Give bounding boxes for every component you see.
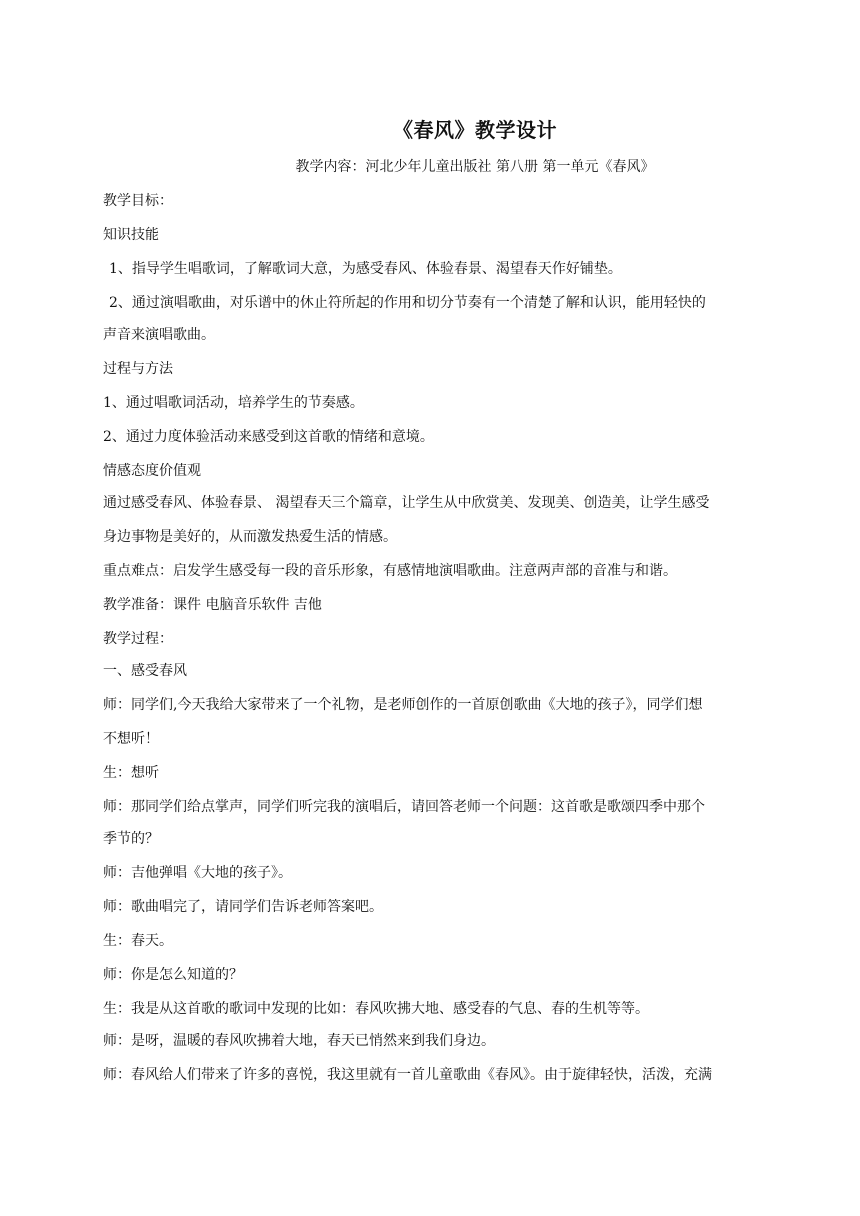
- paragraph-line: 身边事物是美好的，从而激发热爱生活的情感。: [103, 529, 397, 545]
- paragraph-line: 师：歌曲唱完了，请同学们告诉老师答案吧。: [103, 899, 383, 915]
- paragraph-line: 师：同学们,今天我给大家带来了一个礼物，是老师创作的一首原创歌曲《大地的孩子》，同学们想: [103, 697, 703, 713]
- paragraph-line: 2、通过演唱歌曲，对乐谱中的休止符所起的作用和切分节奏有一个清楚了解和认识，能用轻快的: [109, 295, 706, 311]
- paragraph-line: 一、感受春风: [103, 663, 187, 679]
- paragraph-line: 1、通过唱歌词活动，培养学生的节奏感。: [103, 395, 364, 411]
- paragraph-line: 声音来演唱歌曲。: [103, 327, 215, 343]
- paragraph-line: 季节的？: [103, 831, 159, 847]
- paragraph-line: 1、指导学生唱歌词，了解歌词大意，为感受春风、体验春景、渴望春天作好铺垫。: [109, 261, 622, 277]
- paragraph-line: 教学过程：: [103, 631, 173, 647]
- paragraph-line: 情感态度价值观: [103, 463, 201, 479]
- paragraph-line: 不想听！: [103, 731, 159, 747]
- paragraph-line: 知识技能: [103, 227, 159, 243]
- paragraph-line: 师：那同学们给点掌声，同学们听完我的演唱后，请回答老师一个问题：这首歌是歌颂四季中那个: [103, 799, 705, 815]
- paragraph-line: 师：你是怎么知道的？: [103, 967, 243, 983]
- paragraph-line: 生：我是从这首歌的歌词中发现的比如：春风吹拂大地、感受春的气息、春的生机等等。: [103, 1001, 649, 1017]
- paragraph-line: 生：想听: [103, 765, 159, 781]
- paragraph-line: 师：春风给人们带来了许多的喜悦，我这里就有一首儿童歌曲《春风》。由于旋律轻快，活泼，充满: [103, 1067, 712, 1083]
- document-title: 《春风》教学设计: [393, 118, 557, 142]
- paragraph-line: 生：春天。: [103, 933, 173, 949]
- paragraph-line: 师：是呀，温暖的春风吹拂着大地，春天已悄然来到我们身边。: [103, 1033, 495, 1049]
- paragraph-line: 师：吉他弹唱《大地的孩子》。: [103, 865, 292, 881]
- paragraph-line: 教学准备：课件 电脑音乐软件 吉他: [103, 597, 322, 613]
- paragraph-line: 通过感受春风、体验春景、 渴望春天三个篇章，让学生从中欣赏美、发现美、创造美，让学生感受: [103, 495, 710, 511]
- paragraph-line: 2、通过力度体验活动来感受到这首歌的情绪和意境。: [103, 429, 434, 445]
- paragraph-line: 重点难点：启发学生感受每一段的音乐形象，有感情地演唱歌曲。注意两声部的音准与和谐。: [103, 563, 677, 579]
- paragraph-line: 教学目标：: [103, 193, 173, 209]
- paragraph-line: 过程与方法: [103, 361, 173, 377]
- document-subtitle: 教学内容：河北少年儿童出版社 第八册 第一单元《春风》: [295, 159, 655, 175]
